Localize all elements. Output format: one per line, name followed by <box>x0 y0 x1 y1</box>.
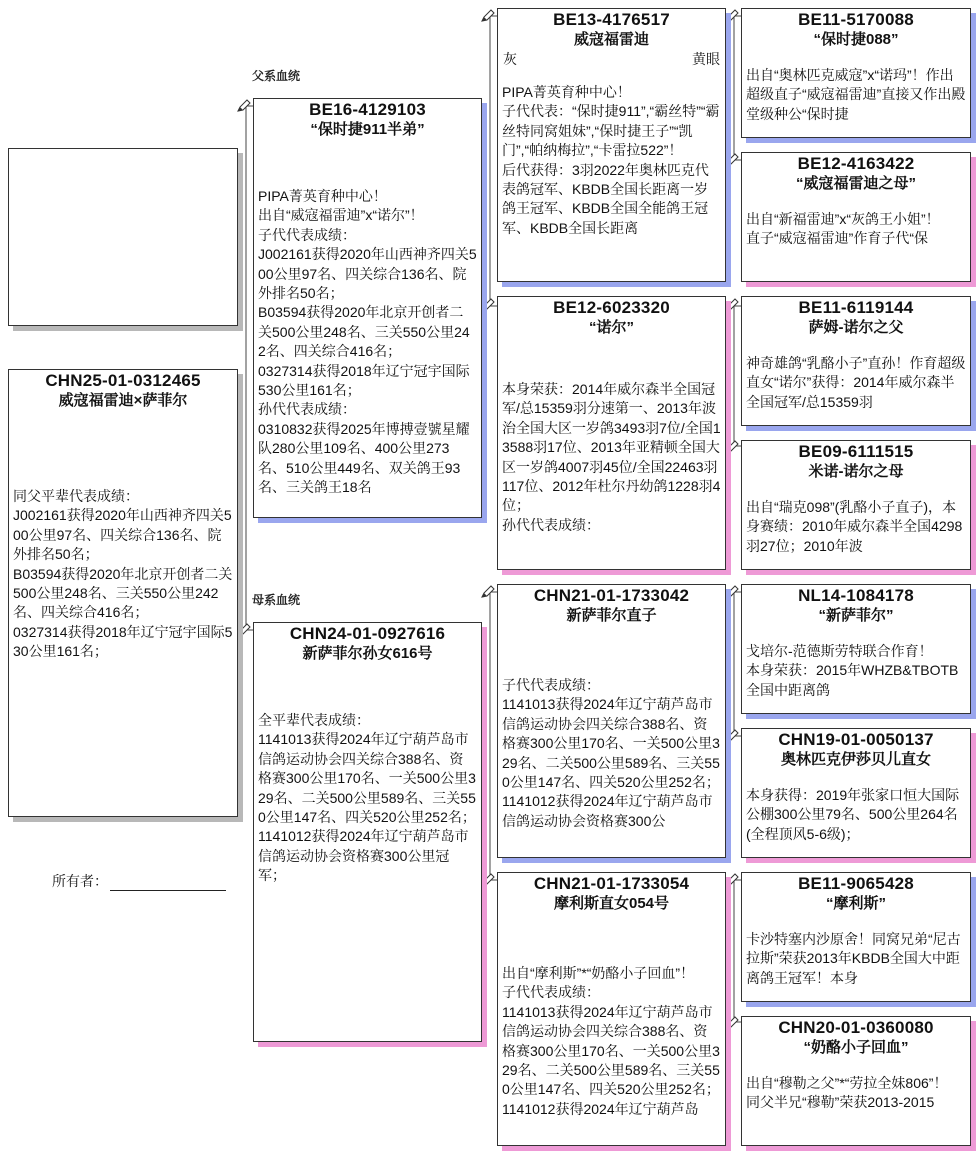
bird-description: PIPA菁英育种中心！ 子代代表：“保时捷911”,“霸丝特”“霸丝特同窝姐妹”,“保时捷王子”“凯门”,“帕纳梅拉”,“卡雷拉522”！ 后代获得：3羽2022年奥林匹克代表鸽冠军、KBDB全国长距离一岁鸽王冠军、KBDB全国全能鸽王冠军、KBDB全国长距离 <box>502 84 720 236</box>
edit-pencil-icon[interactable] <box>724 153 740 167</box>
sire-card[interactable] <box>253 98 482 518</box>
bird-description: 全平辈代表成绩： 1141013获得2024年辽宁葫芦岛市信鸽运动协会四关综合388名、资格赛300公里170名、一关500公里329名、二关500公里589名、三关550公里147名、四关520公里252名； 1141012获得2024年辽宁葫芦岛市信鸽运动协会资格赛300公里冠军； <box>258 712 476 884</box>
bird-name: “摩利斯” <box>825 895 886 912</box>
bird-description: 本身获得：2019年张家口恒大国际公棚300公里79名、500公里264名(全程顶风5-6级)； <box>746 787 960 842</box>
bird-name: 威寇福雷迪×萨菲尔 <box>58 392 188 409</box>
bird-description: 出自“新福雷迪”x“灰鸽王小姐”！ 直子“威寇福雷迪”作育子代“保 <box>746 211 940 247</box>
dam-line-label: 母系血统 <box>252 593 301 607</box>
ring-number: CHN24-01-0927616 <box>289 624 446 643</box>
ring-number: BE11-5170088 <box>798 10 914 29</box>
subject-card[interactable] <box>8 369 238 817</box>
bird-name: “新萨菲尔” <box>818 607 894 624</box>
photo-placeholder[interactable] <box>8 148 238 326</box>
ring-number: BE11-6119144 <box>798 298 914 317</box>
eye-type: 黄眼 <box>692 51 720 67</box>
bird-description: 神奇雄鸽“乳酪小子”直孙！作育超级直女“诺尔”获得：2014年威尔森半全国冠军/总15359羽 <box>746 355 966 410</box>
edit-pencil-icon[interactable] <box>480 873 496 887</box>
bird-description: 卡沙特塞内沙原舍！同窝兄弟“尼古拉斯”荣获2013年KBDB全国大中距离鸽王冠军！本身 <box>746 931 961 986</box>
bird-description: 出自“瑞克098”(乳酪小子直子)，本身赛绩：2010年威尔森半全国4298羽27位；2010年波 <box>746 499 963 554</box>
bird-description: 戈培尔-范德斯劳特联合作育！ 本身荣获：2015年WHZB&TBOTB全国中距离鸽 <box>746 643 959 698</box>
traits-row <box>498 50 725 69</box>
ring-number: BE12-4163422 <box>797 154 915 173</box>
bird-description: 出自“穆勒之父”*“劳拉全妹806”！ 同父半兄“穆勒”荣获2013-2015 <box>746 1075 948 1111</box>
bird-name: 新萨菲尔孙女616号 <box>302 645 433 662</box>
owner-label: 所有者： <box>52 873 108 889</box>
bird-name: “保时捷088” <box>813 31 899 48</box>
edit-pencil-icon[interactable] <box>236 99 252 113</box>
ring-number: BE16-4129103 <box>309 100 426 119</box>
edit-pencil-icon[interactable] <box>724 1016 740 1030</box>
edit-pencil-icon[interactable] <box>724 9 740 23</box>
owner-field[interactable] <box>52 871 226 891</box>
bird-description: 出自“奥林匹克威寇”x“诺玛”！作出超级直子“威寇福雷迪”直接又作出殿堂级种公“保时捷 <box>746 67 966 122</box>
bird-description: 同父平辈代表成绩： J002161获得2020年山西神齐四关500公里97名、四关综合136名、院外排名50名； B03594获得2020年北京开创者二关500公里248名、三关550公里242名、四关综合416名； 0327314获得2018年辽宁冠宇国际530公里161名； <box>13 488 233 660</box>
ssd-card[interactable] <box>741 152 971 282</box>
bird-name: “保时捷911半弟” <box>310 121 425 138</box>
bird-name: 萨姆-诺尔之父 <box>808 319 904 336</box>
bird-description: 本身荣获：2014年威尔森半全国冠军/总15359羽分速第一、2013年波治全国大区一岁鸽3493羽7位/全国13588羽17位、2013年亚精顿全国大区一岁鸽4007羽45位/全国22463羽117位、2012年杜尔丹幼鸽1228羽4位； 孙代代表成绩： <box>502 381 721 533</box>
dam-card[interactable] <box>253 622 482 1042</box>
bird-description: 出自“摩利斯”*“奶酪小子回血”！ 子代代表成绩： 1141013获得2024年辽宁葫芦岛市信鸽运动协会四关综合388名、资格赛300公里170名、一关500公里329名、二关500公里589名、三关550公里147名、四关520公里252名； 1141012获得2024年辽宁葫芦岛 <box>502 965 720 1117</box>
bird-name: “威寇福雷迪之母” <box>795 175 916 192</box>
ring-number: CHN21-01-1733054 <box>533 874 690 893</box>
dss-card[interactable] <box>741 584 971 714</box>
ring-number: CHN25-01-0312465 <box>45 371 201 390</box>
dsd-card[interactable] <box>741 728 971 858</box>
owner-signature-line[interactable] <box>110 876 226 891</box>
dds-card[interactable] <box>741 872 971 1002</box>
edit-pencil-icon[interactable] <box>480 298 496 312</box>
ddd-card[interactable] <box>741 1016 971 1146</box>
ring-number: CHN21-01-1733042 <box>533 586 690 605</box>
sire-sire-card[interactable] <box>497 8 726 282</box>
ring-number: NL14-1084178 <box>798 586 914 605</box>
edit-pencil-icon[interactable] <box>724 440 740 454</box>
ring-number: BE11-9065428 <box>798 874 914 893</box>
edit-pencil-icon[interactable] <box>724 873 740 887</box>
ring-number: BE12-6023320 <box>553 298 670 317</box>
sdd-card[interactable] <box>741 440 971 570</box>
sire-line-label: 父系血统 <box>252 69 301 83</box>
sds-card[interactable] <box>741 296 971 426</box>
dam-sire-card[interactable] <box>497 584 726 858</box>
ring-number: CHN19-01-0050137 <box>778 730 934 749</box>
bird-description: 子代代表成绩： 1141013获得2024年辽宁葫芦岛市信鸽运动协会四关综合388名、资格赛300公里170名、一关500公里329名、二关500公里589名、三关550公里147名、四关520公里252名； 1141012获得2024年辽宁葫芦岛市信鸽运动协会资格赛300公 <box>502 677 720 829</box>
edit-pencil-icon[interactable] <box>724 729 740 743</box>
bird-name: 新萨菲尔直子 <box>566 607 657 624</box>
ring-number: CHN20-01-0360080 <box>778 1018 934 1037</box>
ring-number: BE09-6111515 <box>798 442 914 461</box>
dam-dam-card[interactable] <box>497 872 726 1146</box>
edit-pencil-icon[interactable] <box>724 585 740 599</box>
edit-pencil-icon[interactable] <box>236 623 252 637</box>
bird-name: “奶酪小子回血” <box>803 1039 909 1056</box>
bird-name: 威寇福雷迪 <box>573 31 649 48</box>
bird-name: 米诺-诺尔之母 <box>808 463 904 480</box>
edit-pencil-icon[interactable] <box>480 9 496 23</box>
ring-number: BE13-4176517 <box>553 10 670 29</box>
edit-pencil-icon[interactable] <box>480 585 496 599</box>
edit-pencil-icon[interactable] <box>724 298 740 312</box>
bird-name: 摩利斯直女054号 <box>553 895 670 912</box>
bird-name: “诺尔” <box>588 319 634 336</box>
sire-dam-card[interactable] <box>497 296 726 570</box>
sss-card[interactable] <box>741 8 971 138</box>
bird-name: 奥林匹克伊莎贝儿直女 <box>780 751 931 768</box>
feather-color: 灰 <box>503 51 517 67</box>
bird-description: PIPA菁英育种中心！ 出自“威寇福雷迪”x“诺尔”！ 子代代表成绩： J002161获得2020年山西神齐四关500公里97名、四关综合136名、院外排名50名； B03594获得2020年北京开创者二关500公里248名、三关550公里242名、四关综合416名； 0327314获得2018年辽宁冠宇国际530公里161名； 孙代代表成绩： 0310832获得2025年博搏壹號星耀队280公里109名、400公里273名、510公里449名、双关鸽王93名、三关鸽王18名 <box>258 188 477 496</box>
